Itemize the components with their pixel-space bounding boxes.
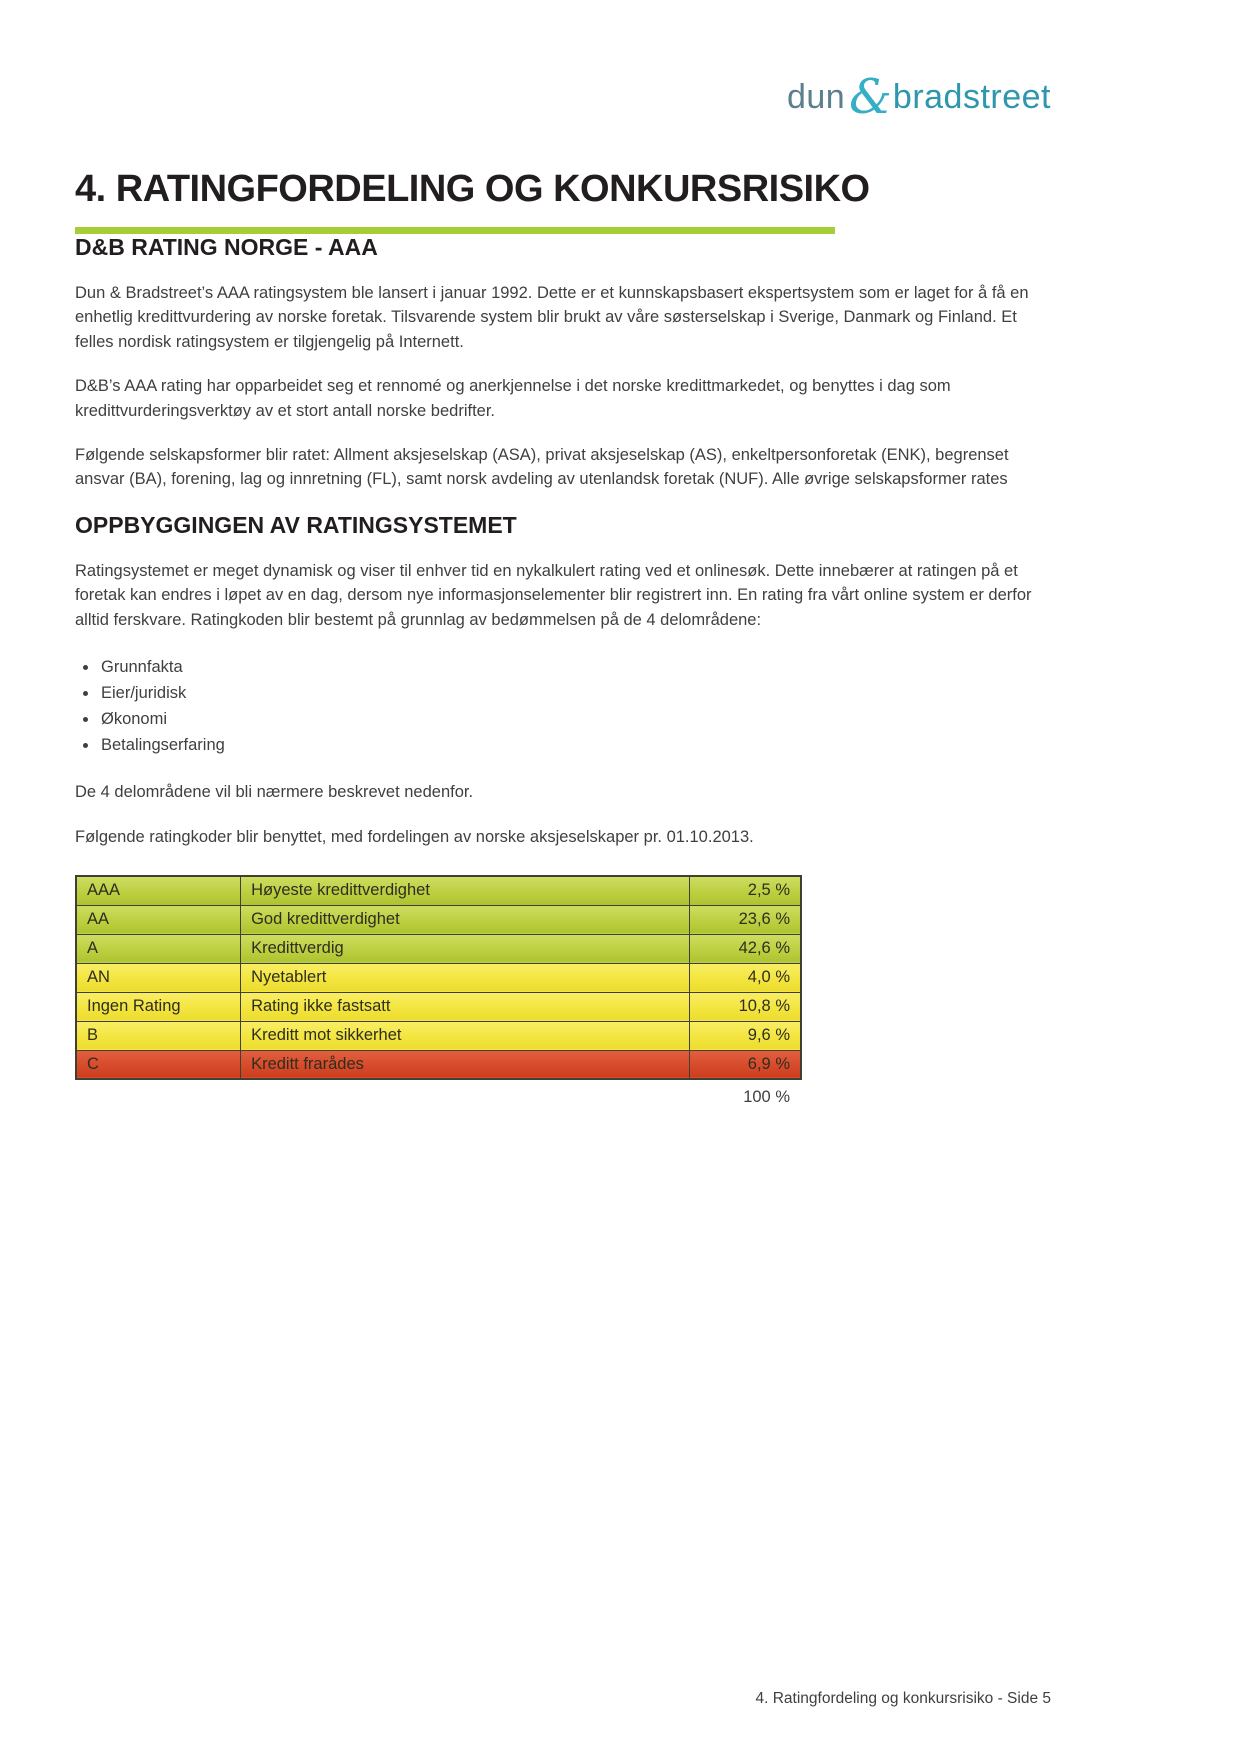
page-content bbox=[75, 0, 1050, 1107]
rating-label-cell: Rating ikke fastsatt bbox=[241, 992, 690, 1021]
rating-label-cell: Kreditt mot sikkerhet bbox=[241, 1021, 690, 1050]
rating-label-cell: God kredittverdighet bbox=[241, 905, 690, 934]
list-item-eier-juridisk: • Eier/juridisk bbox=[99, 680, 1050, 706]
rating-distribution-table bbox=[75, 875, 802, 1080]
rating-code-cell: Ingen Rating bbox=[76, 992, 241, 1021]
rating-code-cell: B bbox=[76, 1021, 241, 1050]
list-item-betalingserfaring: • Betalingserfaring bbox=[99, 732, 1050, 758]
paragraph-rating-reputation: D&B’s AAA rating har opparbeidet seg et rennomé og anerkjennelse i det norske kredittmarkedet, og benyttes i dag som kredittvurderingsverktøy av et stort antall norske bedrifter. bbox=[75, 377, 951, 420]
paragraph-areas-note: De 4 delområdene vil bli nærmere beskrevet nedenfor. bbox=[75, 783, 474, 802]
paragraph-company-forms: Følgende selskapsformer blir ratet: Allment aksjeselskap (ASA), privat aksjeselskap (AS), enkeltpersonforetak (ENK), begrenset ansvar (BA), forening, lag og innretning (FL), samt norsk avdeling av utenlandsk foretak (NUF). Alle øvrige selskapsformer rates bbox=[75, 446, 1009, 489]
table-row-a bbox=[76, 934, 801, 963]
paragraph-table-caption: Følgende ratingkoder blir benyttet, med fordelingen av norske aksjeselskaper pr. 01.10.2013. bbox=[75, 827, 754, 846]
list-item-grunnfakta: • Grunnfakta bbox=[99, 654, 1050, 680]
logo-text-bradstreet: bradstreet bbox=[892, 78, 1051, 116]
rating-code-cell: C bbox=[76, 1050, 241, 1079]
rating-areas-list bbox=[79, 654, 1050, 758]
page-footer: 4. Ratingfordeling og konkursrisiko - Side 5 bbox=[755, 1690, 1051, 1707]
rating-value-cell: 23,6 % bbox=[689, 905, 801, 934]
rating-label-cell: Kredittverdig bbox=[241, 934, 690, 963]
rating-label-cell: Kreditt frarådes bbox=[241, 1050, 690, 1079]
table-row-an bbox=[76, 963, 801, 992]
page-title: 4. RATINGFORDELING OG KONKURSRISIKO bbox=[75, 168, 870, 210]
list-item-okonomi: • Økonomi bbox=[99, 706, 1050, 732]
rating-code-cell: AAA bbox=[76, 876, 241, 905]
rating-value-cell: 9,6 % bbox=[689, 1021, 801, 1050]
rating-value-cell: 10,8 % bbox=[689, 992, 801, 1021]
rating-value-cell: 42,6 % bbox=[689, 934, 801, 963]
table-row-c bbox=[76, 1050, 801, 1079]
paragraph-rating-history: Dun & Bradstreet’s AAA ratingsystem ble lansert i januar 1992. Dette er et kunnskapsbasert ekspertsystem som er laget for å få en enhetlig kredittvurdering av norske foretak. Tilsvarende system blir brukt av våre søsterselskap i Sverige, Danmark og Finland. Et felles nordisk ratingsystem er tilgjengelig på Internett. bbox=[75, 284, 1029, 351]
table-total-value: 100 % bbox=[743, 1088, 790, 1107]
section-heading-oppbyggingen: OPPBYGGINGEN AV RATINGSYSTEMET bbox=[75, 511, 517, 538]
section-heading-db-rating-norge: D&B RATING NORGE - AAA bbox=[75, 234, 378, 260]
table-row-b bbox=[76, 1021, 801, 1050]
table-row-ingen-rating bbox=[76, 992, 801, 1021]
rating-label-cell: Nyetablert bbox=[241, 963, 690, 992]
table-row-aa bbox=[76, 905, 801, 934]
paragraph-system-dynamics: Ratingsystemet er meget dynamisk og viser til enhver tid en nykalkulert rating ved et onlinesøk. Dette innebærer at ratingen på et foretak kan endres i løpet av en dag, dersom nye informasjonselementer blir registrert inn. En rating fra vårt online system er derfor alltid ferskvare. Ratingkoden blir bestemt på grunnlag av bedømmelsen på de 4 delområdene: bbox=[75, 561, 1032, 629]
logo-ampersand-icon: & bbox=[849, 69, 892, 125]
logo-text-dun: dun bbox=[786, 78, 846, 116]
title-underline-rule bbox=[75, 227, 835, 234]
rating-code-cell: AN bbox=[76, 963, 241, 992]
rating-value-cell: 4,0 % bbox=[689, 963, 801, 992]
rating-value-cell: 2,5 % bbox=[689, 876, 801, 905]
table-row-aaa bbox=[76, 876, 801, 905]
rating-label-cell: Høyeste kredittverdighet bbox=[241, 876, 690, 905]
rating-code-cell: AA bbox=[76, 905, 241, 934]
rating-value-cell: 6,9 % bbox=[689, 1050, 801, 1079]
rating-code-cell: A bbox=[76, 934, 241, 963]
